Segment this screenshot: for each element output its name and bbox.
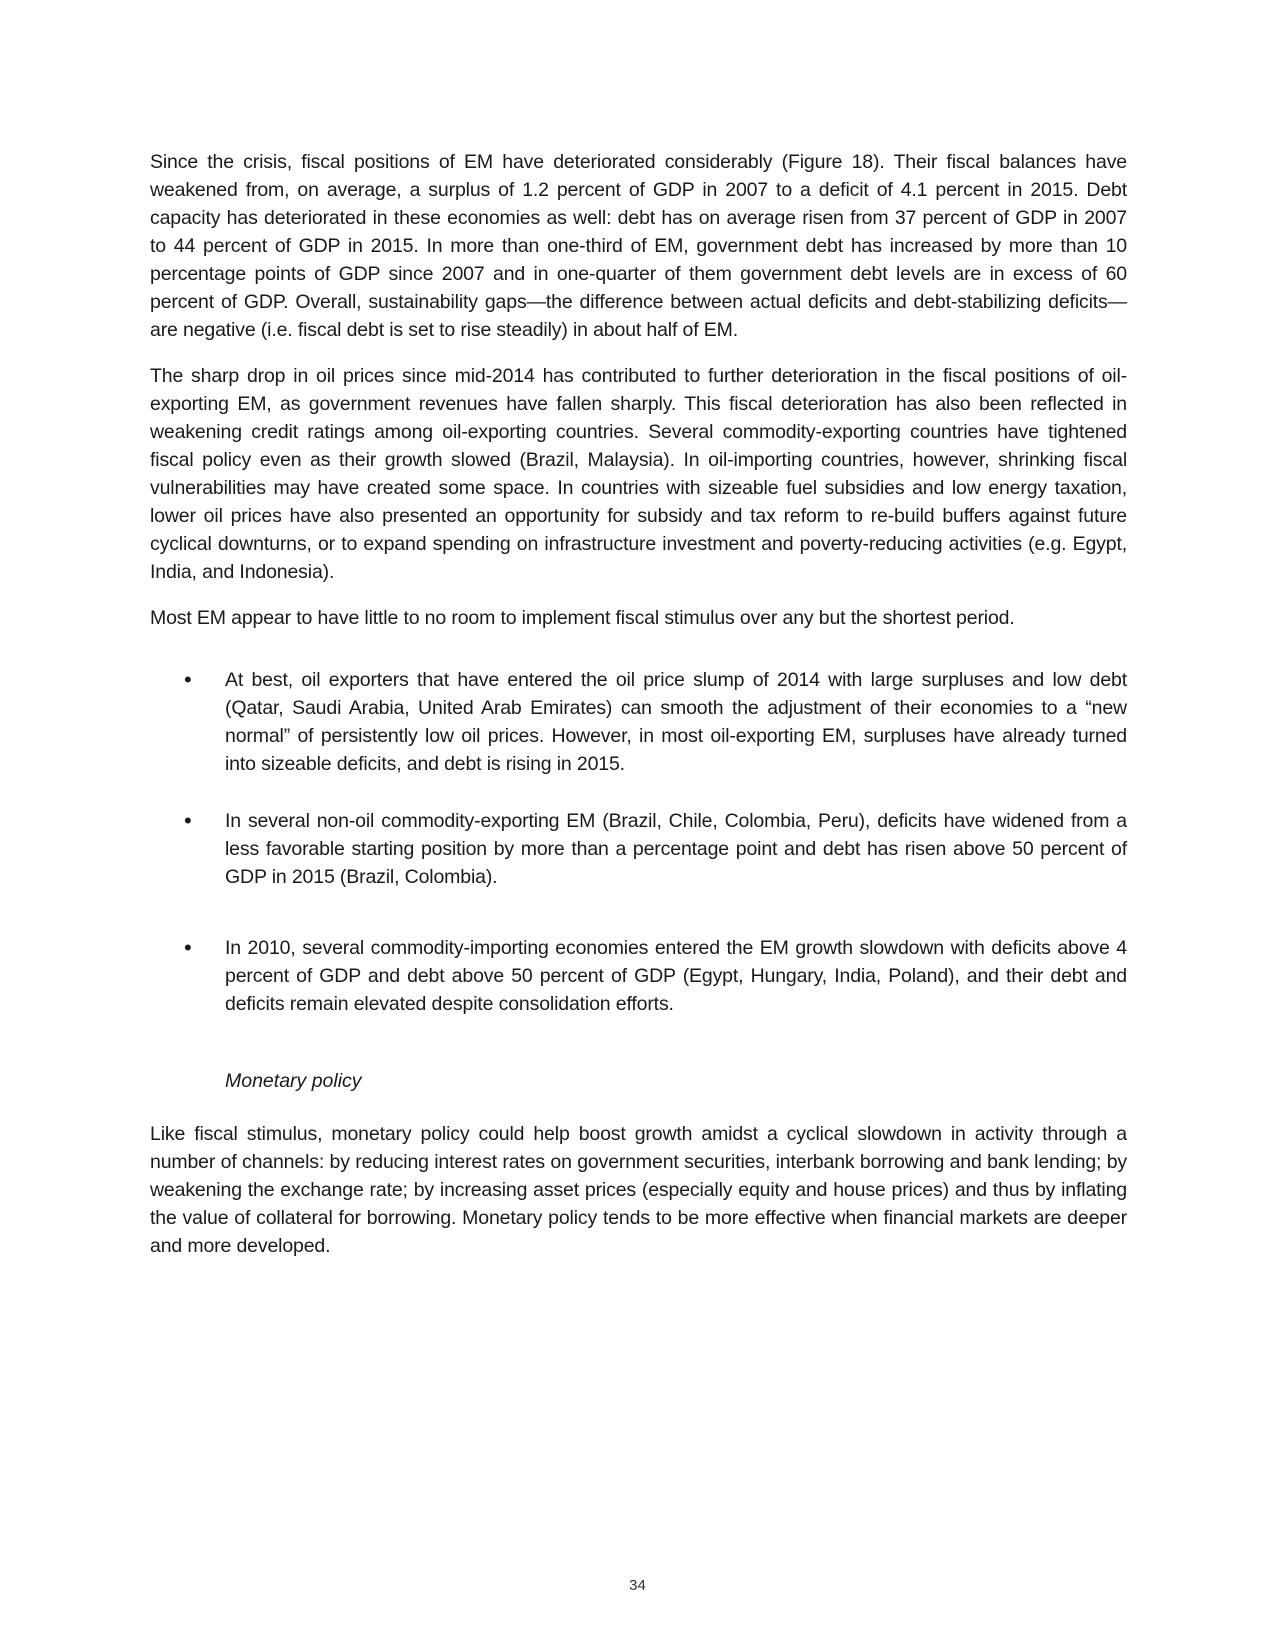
page-number: 34: [629, 1577, 646, 1594]
list-item: [150, 807, 1127, 891]
bullet-icon: •: [184, 808, 192, 833]
page-content: [150, 148, 1127, 1278]
paragraph-oil-prices: The sharp drop in oil prices since mid-2014 has contributed to further deterioration in the fiscal positions of oil-exporting EM, as government revenues have fallen sharply. This fiscal deterioration has also been reflected in weakening credit ratings among oil-exporting countries. Several commodity-exporting countries have tightened fiscal policy even as their growth slowed (Brazil, Malaysia). In oil-importing countries, however, shrinking fiscal vulnerabilities may have created some space. In countries with sizeable fuel subsidies and low energy taxation, lower oil prices have also presented an opportunity for subsidy and tax reform to re-build buffers against future cyclical downturns, or to expand spending on infrastructure investment and poverty-reducing activities (e.g. Egypt, India, and Indonesia).: [150, 365, 1127, 583]
list-item: [150, 934, 1127, 1018]
bullet-icon: •: [184, 667, 192, 692]
list-item-text: In 2010, several commodity-importing economies entered the EM growth slowdown with deficits above 4 percent of GDP and debt above 50 percent of GDP (Egypt, Hungary, India, Poland), and their debt and deficits remain elevated despite consolidation efforts.: [225, 937, 1127, 1015]
paragraph-monetary-policy: Like fiscal stimulus, monetary policy could help boost growth amidst a cyclical slowdown in activity through a number of channels: by reducing interest rates on government securities, interbank borrowing and bank lending; by weakening the exchange rate; by increasing asset prices (especially equity and house prices) and thus by inflating the value of collateral for borrowing. Monetary policy tends to be more effective when financial markets are deeper and more developed.: [150, 1123, 1127, 1257]
section-subheading: Monetary policy: [225, 1070, 362, 1092]
list-item: [150, 666, 1127, 778]
bullet-icon: •: [184, 935, 192, 960]
paragraph-fiscal-stimulus-room: Most EM appear to have little to no room to implement fiscal stimulus over any but the shortest period.: [150, 607, 1015, 629]
paragraph-fiscal-positions: Since the crisis, fiscal positions of EM have deteriorated considerably (Figure 18). Their fiscal balances have weakened from, on average, a surplus of 1.2 percent of GDP in 2007 to a deficit of 4.1 percent in 2015. Debt capacity has deteriorated in these economies as well: debt has on average risen from 37 percent of GDP in 2007 to 44 percent of GDP in 2015. In more than one-third of EM, government debt has increased by more than 10 percentage points of GDP since 2007 and in one-quarter of them government debt levels are in excess of 60 percent of GDP. Overall, sustainability gaps—the difference between actual deficits and debt-stabilizing deficits—are negative (i.e. fiscal debt is set to rise steadily) in about half of EM.: [150, 151, 1127, 341]
list-item-text: In several non-oil commodity-exporting EM (Brazil, Chile, Colombia, Peru), deficits have widened from a less favorable starting position by more than a percentage point and debt has risen above 50 percent of GDP in 2015 (Brazil, Colombia).: [225, 810, 1127, 888]
bullet-list: [150, 666, 1127, 1018]
list-item-text: At best, oil exporters that have entered the oil price slump of 2014 with large surpluses and low debt (Qatar, Saudi Arabia, United Arab Emirates) can smooth the adjustment of their economies to a “new normal” of persistently low oil prices. However, in most oil-exporting EM, surpluses have already turned into sizeable deficits, and debt is rising in 2015.: [225, 669, 1127, 775]
